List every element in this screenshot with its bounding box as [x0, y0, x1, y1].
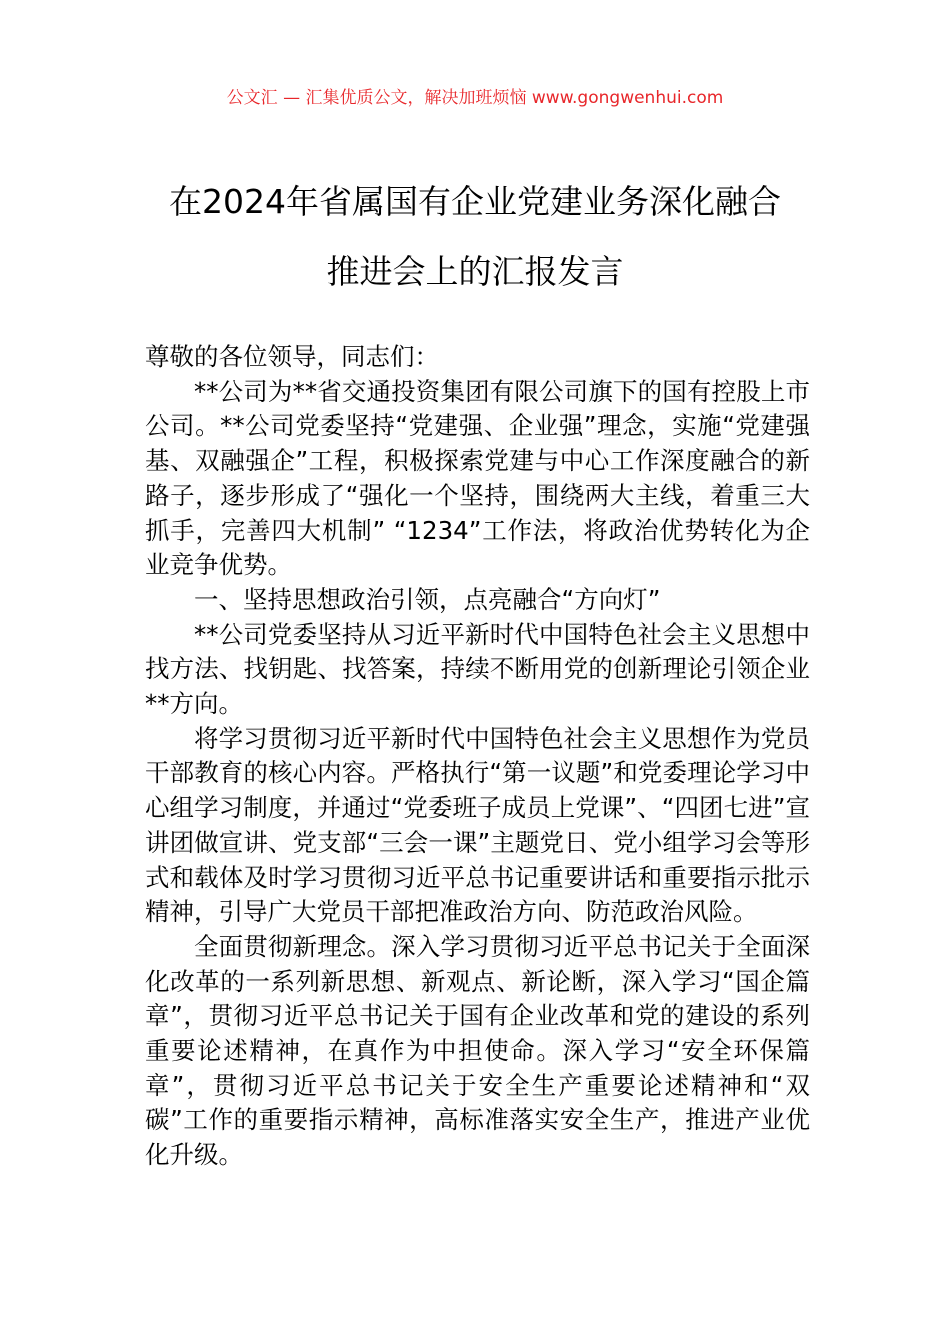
section-heading-1: 一、坚持思想政治引领，点亮融合“方向灯” — [194, 584, 661, 614]
paragraph-study-thought: 将学习贯彻习近平新时代中国特色社会主义思想作为党员干部教育的核心内容。严格执行“第一议题”和党委理论学习中心组学习制度，并通过“党委班子成员上党课”、“四团七进”宣讲团做宣讲、党支部“三会一课”主题党日、党小组学习会等形式和载体及时学习贯彻习近平总书记重要讲话和重要指示批示精神，引导广大党员干部把准政治方向、防范政治风险。 — [145, 723, 810, 927]
header-banner: 公文汇 — 汇集优质公文，解决加班烦恼 www.gongwenhui.com — [226, 88, 724, 108]
paragraph-intro: **公司为**省交通投资集团有限公司旗下的国有控股上市公司。**公司党委坚持“党建强、企业强”理念，实施“党建强基、双融强企”工程，积极探索党建与中心工作深度融合的新路子，逐步形成了“强化一个坚持，围绕两大主线，着重三大抓手，完善四大机制” “1234”工作法，将政治优势转化为企业竞争优势。 — [145, 376, 810, 580]
document-title-line-1: 在2024年省属国有企业党建业务深化融合 — [169, 182, 781, 221]
salutation: 尊敬的各位领导，同志们： — [145, 342, 439, 371]
paragraph-new-concept: 全面贯彻新理念。深入学习贯彻习近平总书记关于全面深化改革的一系列新思想、新观点、新论断，深入学习“国企篇章”，贯彻习近平总书记关于国有企业改革和党的建设的系列重要论述精神，在真作为中担使命。深入学习“安全环保篇章”，贯彻习近平总书记关于安全生产重要论述精神和“双碳”工作的重要指示精神，高标准落实安全生产，推进产业优化升级。 — [145, 931, 810, 1170]
document-title-line-2: 推进会上的汇报发言 — [326, 252, 624, 291]
document-body — [145, 340, 810, 1173]
paragraph-section-1-intro: **公司党委坚持从习近平新时代中国特色社会主义思想中找方法、找钥匙、找答案，持续不断用党的创新理论引领企业**方向。 — [145, 619, 810, 719]
